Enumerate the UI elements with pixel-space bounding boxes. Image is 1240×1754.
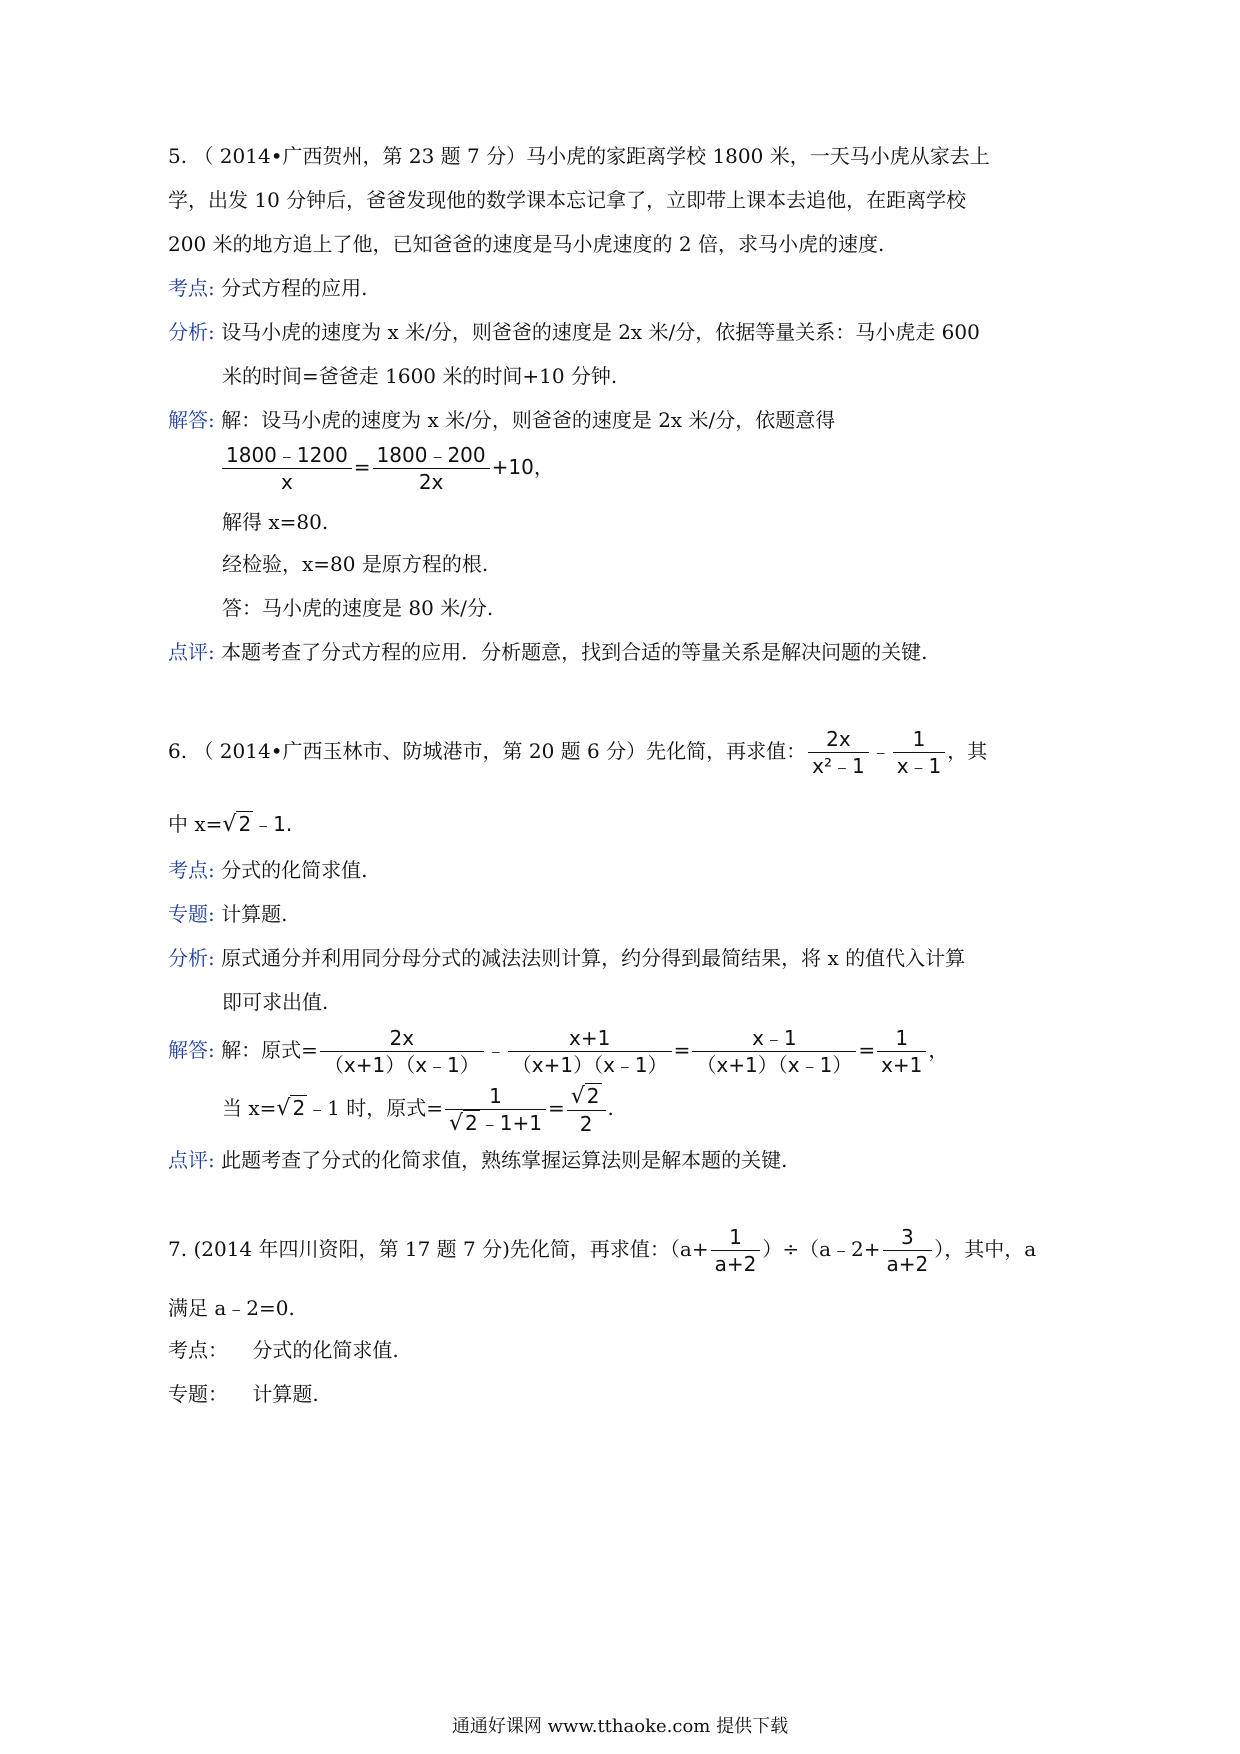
jieda-label: 解答: <box>168 408 215 432</box>
dianping-text: 本题考查了分式方程的应用．分析题意，找到合适的等量关系是解决问题的关键. <box>221 640 928 664</box>
q7-line1 <box>168 1222 1036 1277</box>
dianping-label: 点评: <box>168 640 215 664</box>
fraction-numerator <box>567 1083 606 1111</box>
jieda-prefix: 解：原式= <box>221 1038 318 1062</box>
fraction-denominator: （x+1）（x﹣1） <box>696 1053 853 1077</box>
radical-icon: √ <box>449 1110 464 1136</box>
q6-fenxi-row <box>168 944 965 972</box>
fraction-numerator: 1800﹣200 <box>373 442 490 469</box>
q6-dianping-row <box>168 1146 787 1174</box>
kaodian-label: 考点: <box>168 858 215 882</box>
fraction <box>711 1224 761 1277</box>
square-root <box>449 1110 480 1137</box>
q7-mid: ）÷（a﹣2+ <box>762 1237 881 1261</box>
fraction-numerator: 1800﹣1200 <box>222 442 352 469</box>
denominator-tail: ﹣1+1 <box>479 1110 542 1135</box>
q6-zhuanti-row <box>168 900 287 928</box>
kaodian-label: 考点： <box>168 1338 228 1362</box>
fraction-numerator: x+1 <box>508 1025 672 1052</box>
fenxi-text-1: 设马小虎的速度为 x 米/分，则爸爸的速度是 2x 米/分，依据等量关系：马小虎走 600 <box>221 320 980 344</box>
fraction-numerator: 2x <box>320 1025 484 1052</box>
fraction-denominator: x²﹣1 <box>812 754 865 778</box>
radicand: 2 <box>292 1096 306 1120</box>
fraction-denominator: x <box>280 470 293 494</box>
fenxi-text-1: 原式通分并利用同分母分式的减法法则计算，约分得到最简结果，将 x 的值代入计算 <box>221 946 966 970</box>
kaodian-text: 分式的化简求值. <box>252 1338 399 1362</box>
fraction-numerator: 3 <box>883 1224 933 1251</box>
equals-sign: = <box>353 455 371 479</box>
equation-tail: +10， <box>491 455 554 479</box>
zhuanti-text: 计算题. <box>221 902 288 926</box>
q6-line1 <box>168 724 987 779</box>
when-prefix: 当 x= <box>222 1096 277 1120</box>
q6-when-row <box>222 1080 614 1137</box>
fraction <box>222 442 352 495</box>
fraction <box>445 1083 546 1137</box>
fenxi-label: 分析: <box>168 320 215 344</box>
q5-solve: 解得 x=80. <box>222 510 329 534</box>
q7-zhuanti-row <box>168 1380 319 1408</box>
fraction-denominator: x﹣1 <box>896 754 942 778</box>
q5-answer: 答：马小虎的速度是 80 米/分. <box>222 596 494 620</box>
kaodian-label: 考点: <box>168 276 215 300</box>
fraction <box>808 726 869 779</box>
fraction-denominator: x+1 <box>881 1053 923 1077</box>
zhuanti-label: 专题： <box>168 1382 228 1406</box>
comma: ， <box>928 1038 949 1062</box>
q5-line1: 5. （ 2014•广西贺州，第 23 题 7 分）马小虎的家距离学校 1800 米，一天马小虎从家去上 <box>168 144 990 168</box>
q7-line2: 满足 a﹣2=0. <box>168 1296 295 1320</box>
minus-sign: ﹣ <box>870 739 891 763</box>
q7-kaodian-row <box>168 1336 399 1364</box>
q5-equation <box>220 440 554 495</box>
fraction-numerator: x﹣1 <box>692 1025 856 1052</box>
q5-kaodian-row <box>168 274 367 302</box>
q5-jieda-row <box>168 406 835 434</box>
period: . <box>607 1096 614 1120</box>
q6-line2 <box>168 810 292 839</box>
radicand: 2 <box>238 812 252 836</box>
fraction <box>320 1025 484 1078</box>
kaodian-text: 分式方程的应用. <box>221 276 368 300</box>
dianping-label: 点评: <box>168 1148 215 1172</box>
q7-prefix: 7. (2014 年四川资阳，第 17 题 7 分)先化简，再求值：（a+ <box>168 1237 709 1261</box>
q6-prefix: 6. （ 2014•广西玉林市、防城港市，第 20 题 6 分）先化简，再求值： <box>168 739 807 763</box>
fraction-numerator: 1 <box>877 1025 926 1052</box>
fraction <box>877 1025 926 1078</box>
fraction-denominator: （x+1）（x﹣1） <box>511 1053 668 1077</box>
q5-line3: 200 米的地方追上了他，已知爸爸的速度是马小虎速度的 2 倍，求马小虎的速度. <box>168 232 885 256</box>
dianping-text: 此题考查了分式的化简求值，熟练掌握运算法则是解本题的关键. <box>221 1148 788 1172</box>
radical-icon: √ <box>222 812 237 837</box>
fraction-denominator <box>445 1110 546 1137</box>
fraction-denominator: a+2 <box>886 1252 929 1276</box>
radical-icon: √ <box>570 1083 585 1109</box>
footer-text: 通通好课网 www.tthaoke.com 提供下载 <box>451 1716 789 1737</box>
fraction <box>883 1224 933 1277</box>
jieda-text-1: 解：设马小虎的速度为 x 米/分，则爸爸的速度是 2x 米/分，依题意得 <box>221 408 836 432</box>
square-root <box>276 1080 307 1137</box>
equals-sign: = <box>673 1038 691 1062</box>
fraction <box>567 1083 606 1137</box>
radicand: 2 <box>465 1110 478 1135</box>
kaodian-text: 分式的化简求值. <box>221 858 368 882</box>
q5-check: 经检验，x=80 是原方程的根. <box>222 552 489 576</box>
radical-icon: √ <box>276 1096 291 1121</box>
q5-fenxi-text-2: 米的时间=爸爸走 1600 米的时间+10 分钟. <box>222 364 618 388</box>
q6-line2-prefix: 中 x= <box>168 812 223 836</box>
fraction-numerator: 1 <box>711 1224 761 1251</box>
fraction-denominator: 2 <box>579 1111 593 1136</box>
q7-suffix: ），其中，a <box>934 1237 1037 1261</box>
radicand: 2 <box>586 1083 600 1108</box>
q6-jieda-row <box>168 1022 948 1078</box>
square-root <box>571 1083 602 1110</box>
fraction-numerator: 1 <box>445 1083 546 1110</box>
q5-dianping-row <box>168 638 927 666</box>
zhuanti-label: 专题: <box>168 902 215 926</box>
q6-kaodian-row <box>168 856 367 884</box>
fraction <box>893 726 946 779</box>
fraction-numerator: 2x <box>808 726 869 753</box>
q5-line2: 学，出发 10 分钟后，爸爸发现他的数学课本忘记拿了，立即带上课本去追他，在距离学校 <box>168 188 967 212</box>
fraction-denominator: 2x <box>418 470 444 494</box>
equals-sign: = <box>548 1096 565 1120</box>
fraction-numerator: 1 <box>893 726 946 753</box>
minus-sign: ﹣ <box>485 1038 506 1062</box>
q6-line2-suffix: ﹣1. <box>253 812 293 836</box>
when-mid: ﹣1 时，原式= <box>307 1096 444 1120</box>
fraction-denominator: a+2 <box>714 1252 757 1276</box>
q6-fenxi-text-2: 即可求出值. <box>222 990 329 1014</box>
q5-fenxi-row <box>168 318 980 346</box>
fenxi-label: 分析: <box>168 946 215 970</box>
fraction <box>692 1025 856 1078</box>
zhuanti-text: 计算题. <box>252 1382 319 1406</box>
equals-sign: = <box>858 1038 876 1062</box>
jieda-label: 解答: <box>168 1038 215 1062</box>
fraction-denominator: （x+1）（x﹣1） <box>323 1053 480 1077</box>
q6-suffix: ，其 <box>947 739 988 763</box>
fraction <box>508 1025 672 1078</box>
fraction <box>373 442 490 495</box>
square-root <box>222 810 253 839</box>
